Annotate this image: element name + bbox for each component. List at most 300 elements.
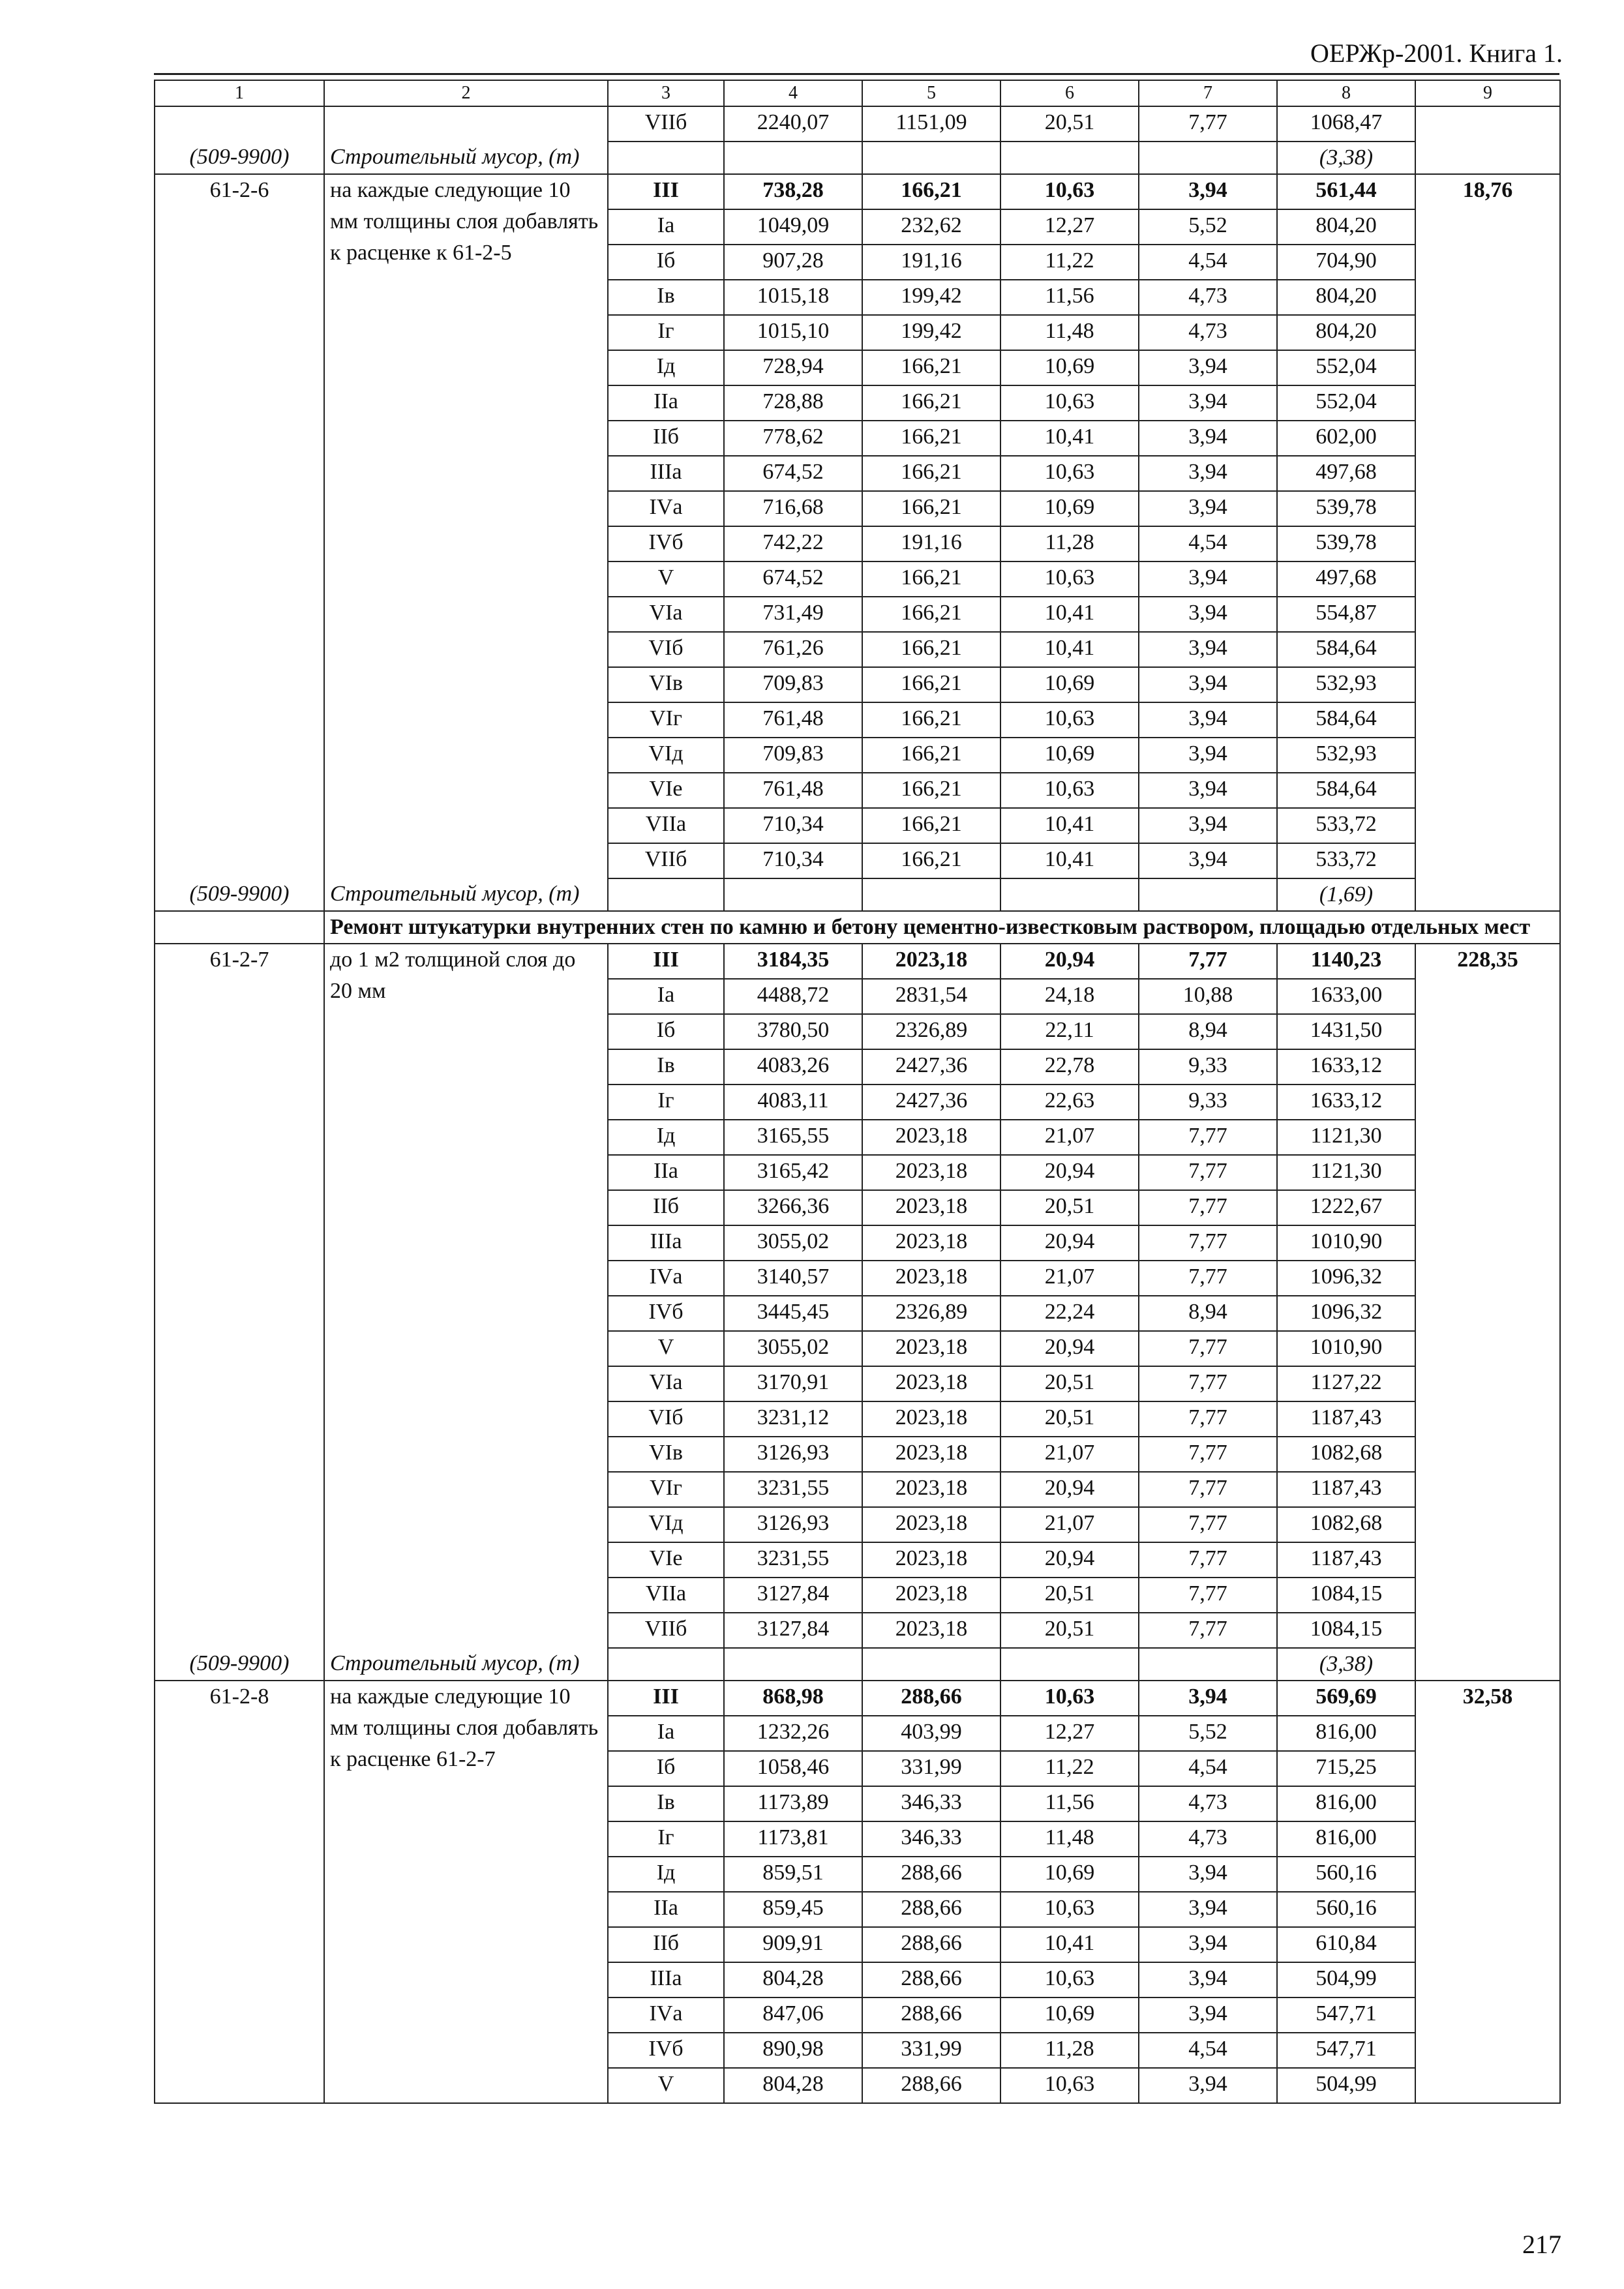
column-number: 7 [1139, 80, 1277, 106]
header-rule [154, 73, 1559, 75]
value-cell: 532,93 [1277, 667, 1415, 702]
rate-code: 61-2-8 [155, 1681, 324, 2103]
value-cell: 10,69 [1000, 667, 1139, 702]
zone-cell: VIIа [608, 808, 724, 843]
value-cell: 20,51 [1000, 1366, 1139, 1401]
value-cell: 738,28 [724, 174, 862, 209]
value-cell: 1140,23 [1277, 944, 1415, 979]
zone-cell: VIб [608, 1401, 724, 1437]
column-number: 8 [1277, 80, 1415, 106]
value-cell: 199,42 [862, 315, 1000, 350]
value-cell: 2023,18 [862, 1155, 1000, 1190]
section-title: Ремонт штукатурки внутренних стен по камню и бетону цементно-известковым раствором, площадью отдельных мест [324, 911, 1560, 944]
zone-cell: III [608, 174, 724, 209]
value-cell: 547,71 [1277, 1997, 1415, 2033]
value-cell: 816,00 [1277, 1786, 1415, 1821]
value-cell: 10,63 [1000, 2068, 1139, 2103]
value-cell: 4,73 [1139, 1786, 1277, 1821]
zone-cell: IIб [608, 1190, 724, 1225]
column-number: 3 [608, 80, 724, 106]
value-cell: 7,77 [1139, 1401, 1277, 1437]
value-cell: 3,94 [1139, 561, 1277, 597]
value-cell: 10,88 [1139, 979, 1277, 1014]
value-cell: 1096,32 [1277, 1296, 1415, 1331]
value-cell: 166,21 [862, 808, 1000, 843]
value-cell: 288,66 [862, 1892, 1000, 1927]
waste-row [155, 878, 1560, 911]
value-cell: 10,69 [1000, 491, 1139, 526]
waste-value: (3,38) [1277, 142, 1415, 174]
value-cell: 166,21 [862, 561, 1000, 597]
zone-cell: Iб [608, 245, 724, 280]
value-cell: 3165,55 [724, 1120, 862, 1155]
zone-cell: Iг [608, 1821, 724, 1857]
value-cell: 7,77 [1139, 1190, 1277, 1225]
value-cell: 20,51 [1000, 106, 1139, 142]
value-cell: 504,99 [1277, 2068, 1415, 2103]
zone-cell: Iв [608, 1049, 724, 1085]
value-cell: 1173,81 [724, 1821, 862, 1857]
value-cell: 20,94 [1000, 1225, 1139, 1261]
value-cell: 232,62 [862, 209, 1000, 245]
value-cell: 9,33 [1139, 1049, 1277, 1085]
value-cell: 20,94 [1000, 944, 1139, 979]
zone-cell: VIе [608, 1542, 724, 1578]
value-cell: 1049,09 [724, 209, 862, 245]
value-cell: 1068,47 [1277, 106, 1415, 142]
value-cell: 3184,35 [724, 944, 862, 979]
value-cell: 2023,18 [862, 944, 1000, 979]
value-cell: 288,66 [862, 1681, 1000, 1716]
column9-value: 228,35 [1415, 944, 1560, 1681]
waste-label: Строительный мусор, (т) [324, 1648, 608, 1681]
value-cell: 166,21 [862, 421, 1000, 456]
value-cell: 3,94 [1139, 385, 1277, 421]
value-cell: 497,68 [1277, 561, 1415, 597]
value-cell: 761,26 [724, 632, 862, 667]
value-cell: 584,64 [1277, 773, 1415, 808]
value-cell: 3,94 [1139, 667, 1277, 702]
value-cell: 560,16 [1277, 1857, 1415, 1892]
value-cell: 1084,15 [1277, 1578, 1415, 1613]
zone-cell: IIа [608, 1892, 724, 1927]
value-cell: 2023,18 [862, 1437, 1000, 1472]
value-cell: 1015,10 [724, 315, 862, 350]
value-cell: 7,77 [1139, 1472, 1277, 1507]
value-cell: 3,94 [1139, 632, 1277, 667]
value-cell: 4,73 [1139, 1821, 1277, 1857]
value-cell: 7,77 [1139, 1613, 1277, 1648]
value-cell: 2240,07 [724, 106, 862, 142]
value-cell: 761,48 [724, 702, 862, 738]
waste-label: Строительный мусор, (т) [324, 142, 608, 174]
value-cell: 2023,18 [862, 1613, 1000, 1648]
value-cell: 1010,90 [1277, 1225, 1415, 1261]
value-cell: 2023,18 [862, 1261, 1000, 1296]
value-cell: 22,11 [1000, 1014, 1139, 1049]
value-cell: 7,77 [1139, 1366, 1277, 1401]
value-cell: 3,94 [1139, 350, 1277, 385]
value-cell: 504,99 [1277, 1962, 1415, 1997]
empty-cell [1000, 142, 1139, 174]
value-cell: 7,77 [1139, 1437, 1277, 1472]
value-cell: 10,69 [1000, 1857, 1139, 1892]
zone-cell: VIв [608, 1437, 724, 1472]
value-cell: 859,45 [724, 1892, 862, 1927]
waste-value: (3,38) [1277, 1648, 1415, 1681]
page-number: 217 [1522, 2230, 1561, 2259]
value-cell: 710,34 [724, 808, 862, 843]
value-cell: 166,21 [862, 597, 1000, 632]
zone-cell: IIб [608, 421, 724, 456]
value-cell: 907,28 [724, 245, 862, 280]
waste-code: (509-9900) [155, 878, 324, 911]
value-cell: 10,63 [1000, 456, 1139, 491]
value-cell: 403,99 [862, 1716, 1000, 1751]
section-title-row [155, 911, 1560, 944]
value-cell: 2427,36 [862, 1049, 1000, 1085]
zone-cell: Iг [608, 1085, 724, 1120]
zone-cell: V [608, 561, 724, 597]
waste-label: Строительный мусор, (т) [324, 878, 608, 911]
value-cell: 3055,02 [724, 1331, 862, 1366]
value-cell: 539,78 [1277, 526, 1415, 561]
value-cell: 166,21 [862, 174, 1000, 209]
value-cell: 3,94 [1139, 597, 1277, 632]
zone-cell: VIб [608, 632, 724, 667]
value-cell: 3170,91 [724, 1366, 862, 1401]
zone-cell: VIа [608, 1366, 724, 1401]
value-cell [1415, 106, 1560, 174]
column9-value: 32,58 [1415, 1681, 1560, 2103]
value-cell: 20,94 [1000, 1542, 1139, 1578]
value-cell: 9,33 [1139, 1085, 1277, 1120]
value-cell: 20,51 [1000, 1190, 1139, 1225]
value-cell: 10,63 [1000, 1962, 1139, 1997]
value-cell: 10,63 [1000, 1892, 1139, 1927]
value-cell: 3231,55 [724, 1472, 862, 1507]
empty-cell [724, 1648, 862, 1681]
value-cell: 602,00 [1277, 421, 1415, 456]
zone-cell: VIIб [608, 106, 724, 142]
value-cell: 2326,89 [862, 1296, 1000, 1331]
value-cell: 21,07 [1000, 1437, 1139, 1472]
value-cell: 3,94 [1139, 1892, 1277, 1927]
value-cell: 166,21 [862, 738, 1000, 773]
value-cell: 3,94 [1139, 738, 1277, 773]
table-row [155, 1681, 1560, 1716]
value-cell: 10,41 [1000, 808, 1139, 843]
value-cell: 3,94 [1139, 456, 1277, 491]
zone-cell: Iд [608, 1120, 724, 1155]
value-cell: 1431,50 [1277, 1014, 1415, 1049]
value-cell: 24,18 [1000, 979, 1139, 1014]
zone-cell: VIг [608, 1472, 724, 1507]
value-cell: 22,78 [1000, 1049, 1139, 1085]
value-cell: 3445,45 [724, 1296, 862, 1331]
value-cell: 3,94 [1139, 1927, 1277, 1962]
value-cell: 552,04 [1277, 385, 1415, 421]
zone-cell: III [608, 1681, 724, 1716]
value-cell: 11,22 [1000, 1751, 1139, 1786]
value-cell: 4083,26 [724, 1049, 862, 1085]
value-cell: 10,63 [1000, 174, 1139, 209]
value-cell: 584,64 [1277, 632, 1415, 667]
value-cell: 804,20 [1277, 280, 1415, 315]
zone-cell: Iв [608, 1786, 724, 1821]
value-cell: 709,83 [724, 738, 862, 773]
rate-code: 61-2-6 [155, 174, 324, 878]
value-cell: 7,77 [1139, 1225, 1277, 1261]
value-cell: 7,77 [1139, 1261, 1277, 1296]
value-cell: 816,00 [1277, 1716, 1415, 1751]
zone-cell: V [608, 2068, 724, 2103]
value-cell: 804,28 [724, 2068, 862, 2103]
column-number: 4 [724, 80, 862, 106]
value-cell: 1096,32 [1277, 1261, 1415, 1296]
value-cell: 1232,26 [724, 1716, 862, 1751]
value-cell: 533,72 [1277, 808, 1415, 843]
zone-cell: IIIа [608, 1225, 724, 1261]
value-cell: 3127,84 [724, 1578, 862, 1613]
value-cell: 10,41 [1000, 597, 1139, 632]
zone-cell: IVа [608, 491, 724, 526]
empty-cell [155, 911, 324, 944]
value-cell: 1082,68 [1277, 1437, 1415, 1472]
value-cell: 21,07 [1000, 1120, 1139, 1155]
value-cell: 7,77 [1139, 1542, 1277, 1578]
value-cell: 10,41 [1000, 632, 1139, 667]
rate-description: до 1 м2 толщиной слоя до 20 мм [324, 944, 608, 1648]
value-cell: 166,21 [862, 385, 1000, 421]
value-cell: 4,54 [1139, 2033, 1277, 2068]
rates-table [154, 80, 1561, 2104]
value-cell: 7,77 [1139, 1155, 1277, 1190]
value-cell: 3127,84 [724, 1613, 862, 1648]
value-cell: 742,22 [724, 526, 862, 561]
value-cell: 12,27 [1000, 209, 1139, 245]
value-cell: 10,69 [1000, 350, 1139, 385]
value-cell: 11,22 [1000, 245, 1139, 280]
zone-cell: Iа [608, 209, 724, 245]
value-cell: 166,21 [862, 702, 1000, 738]
zone-cell: VIа [608, 597, 724, 632]
value-cell: 674,52 [724, 456, 862, 491]
zone-cell: IIIа [608, 456, 724, 491]
value-cell: 11,56 [1000, 280, 1139, 315]
value-cell: 3,94 [1139, 174, 1277, 209]
zone-cell: VIIб [608, 1613, 724, 1648]
value-cell: 3266,36 [724, 1190, 862, 1225]
zone-cell: VIд [608, 738, 724, 773]
zone-cell: IVб [608, 526, 724, 561]
column9-value: 18,76 [1415, 174, 1560, 911]
value-cell: 728,94 [724, 350, 862, 385]
value-cell: 1010,90 [1277, 1331, 1415, 1366]
zone-cell: IVа [608, 1261, 724, 1296]
value-cell: 890,98 [724, 2033, 862, 2068]
value-cell: 3,94 [1139, 421, 1277, 456]
value-cell: 10,63 [1000, 1681, 1139, 1716]
value-cell: 1222,67 [1277, 1190, 1415, 1225]
value-cell: 10,63 [1000, 561, 1139, 597]
value-cell: 728,88 [724, 385, 862, 421]
value-cell: 710,34 [724, 843, 862, 878]
value-cell: 166,21 [862, 667, 1000, 702]
empty-cell [862, 878, 1000, 911]
table-row [155, 944, 1560, 979]
zone-cell: IIб [608, 1927, 724, 1962]
zone-cell: IIа [608, 385, 724, 421]
value-cell: 1058,46 [724, 1751, 862, 1786]
value-cell: 3,94 [1139, 702, 1277, 738]
value-cell: 1082,68 [1277, 1507, 1415, 1542]
value-cell: 3,94 [1139, 491, 1277, 526]
value-cell: 331,99 [862, 1751, 1000, 1786]
zone-cell: V [608, 1331, 724, 1366]
value-cell: 3231,55 [724, 1542, 862, 1578]
value-cell: 847,06 [724, 1997, 862, 2033]
value-cell: 569,69 [1277, 1681, 1415, 1716]
value-cell: 761,48 [724, 773, 862, 808]
value-cell: 3,94 [1139, 1962, 1277, 1997]
zone-cell: Iг [608, 315, 724, 350]
value-cell: 3,94 [1139, 1857, 1277, 1892]
value-cell: 20,94 [1000, 1472, 1139, 1507]
value-cell: 1633,00 [1277, 979, 1415, 1014]
value-cell: 2023,18 [862, 1225, 1000, 1261]
zone-cell: Iа [608, 979, 724, 1014]
value-cell: 2023,18 [862, 1190, 1000, 1225]
value-cell: 1173,89 [724, 1786, 862, 1821]
waste-row [155, 1648, 1560, 1681]
code-cell [155, 106, 324, 142]
zone-cell: VIIб [608, 843, 724, 878]
value-cell: 3140,57 [724, 1261, 862, 1296]
value-cell: 1127,22 [1277, 1366, 1415, 1401]
zone-cell: VIв [608, 667, 724, 702]
value-cell: 610,84 [1277, 1927, 1415, 1962]
value-cell: 909,91 [724, 1927, 862, 1962]
value-cell: 804,20 [1277, 209, 1415, 245]
value-cell: 816,00 [1277, 1821, 1415, 1857]
empty-cell [724, 142, 862, 174]
value-cell: 4,54 [1139, 245, 1277, 280]
value-cell: 560,16 [1277, 1892, 1415, 1927]
value-cell: 2023,18 [862, 1472, 1000, 1507]
table-row [155, 106, 1560, 142]
value-cell: 288,66 [862, 1857, 1000, 1892]
waste-value: (1,69) [1277, 878, 1415, 911]
zone-cell: IIIа [608, 1962, 724, 1997]
value-cell: 2023,18 [862, 1507, 1000, 1542]
rate-code: 61-2-7 [155, 944, 324, 1648]
waste-code: (509-9900) [155, 142, 324, 174]
zone-cell: VIIа [608, 1578, 724, 1613]
column-number: 2 [324, 80, 608, 106]
value-cell: 709,83 [724, 667, 862, 702]
empty-cell [1000, 1648, 1139, 1681]
value-cell: 2023,18 [862, 1120, 1000, 1155]
value-cell: 346,33 [862, 1821, 1000, 1857]
value-cell: 716,68 [724, 491, 862, 526]
value-cell: 1015,18 [724, 280, 862, 315]
value-cell: 10,69 [1000, 1997, 1139, 2033]
value-cell: 497,68 [1277, 456, 1415, 491]
value-cell: 1633,12 [1277, 1049, 1415, 1085]
zone-cell: Iа [608, 1716, 724, 1751]
value-cell: 10,41 [1000, 421, 1139, 456]
value-cell: 3,94 [1139, 773, 1277, 808]
value-cell: 3231,12 [724, 1401, 862, 1437]
value-cell: 2023,18 [862, 1578, 1000, 1613]
zone-cell: VIд [608, 1507, 724, 1542]
value-cell: 552,04 [1277, 350, 1415, 385]
value-cell: 12,27 [1000, 1716, 1139, 1751]
value-cell: 7,77 [1139, 1578, 1277, 1613]
value-cell: 554,87 [1277, 597, 1415, 632]
value-cell: 288,66 [862, 1962, 1000, 1997]
value-cell: 10,63 [1000, 773, 1139, 808]
value-cell: 7,77 [1139, 944, 1277, 979]
value-cell: 3126,93 [724, 1437, 862, 1472]
waste-code: (509-9900) [155, 1648, 324, 1681]
value-cell: 10,41 [1000, 1927, 1139, 1962]
value-cell: 3,94 [1139, 808, 1277, 843]
value-cell: 288,66 [862, 1927, 1000, 1962]
value-cell: 2023,18 [862, 1542, 1000, 1578]
zone-cell: VIе [608, 773, 724, 808]
value-cell: 7,77 [1139, 1507, 1277, 1542]
zone-cell: Iб [608, 1014, 724, 1049]
value-cell: 1187,43 [1277, 1542, 1415, 1578]
value-cell: 7,77 [1139, 106, 1277, 142]
empty-cell [1139, 1648, 1277, 1681]
value-cell: 3,94 [1139, 1997, 1277, 2033]
value-cell: 4,73 [1139, 315, 1277, 350]
value-cell: 4,54 [1139, 526, 1277, 561]
value-cell: 10,69 [1000, 738, 1139, 773]
zone-cell: Iд [608, 350, 724, 385]
value-cell: 1187,43 [1277, 1401, 1415, 1437]
zone-cell: IVа [608, 1997, 724, 2033]
value-cell: 22,63 [1000, 1085, 1139, 1120]
value-cell: 1633,12 [1277, 1085, 1415, 1120]
empty-cell [608, 878, 724, 911]
waste-row [155, 142, 1560, 174]
value-cell: 166,21 [862, 773, 1000, 808]
value-cell: 166,21 [862, 843, 1000, 878]
value-cell: 8,94 [1139, 1014, 1277, 1049]
value-cell: 532,93 [1277, 738, 1415, 773]
value-cell: 4488,72 [724, 979, 862, 1014]
zone-cell: Iв [608, 280, 724, 315]
value-cell: 2023,18 [862, 1331, 1000, 1366]
value-cell: 288,66 [862, 2068, 1000, 2103]
zone-cell: III [608, 944, 724, 979]
value-cell: 5,52 [1139, 1716, 1277, 1751]
value-cell: 778,62 [724, 421, 862, 456]
value-cell: 3126,93 [724, 1507, 862, 1542]
value-cell: 20,51 [1000, 1401, 1139, 1437]
value-cell: 4083,11 [724, 1085, 862, 1120]
value-cell: 191,16 [862, 245, 1000, 280]
value-cell: 539,78 [1277, 491, 1415, 526]
value-cell: 166,21 [862, 632, 1000, 667]
value-cell: 21,07 [1000, 1261, 1139, 1296]
value-cell: 804,20 [1277, 315, 1415, 350]
zone-cell: IVб [608, 1296, 724, 1331]
